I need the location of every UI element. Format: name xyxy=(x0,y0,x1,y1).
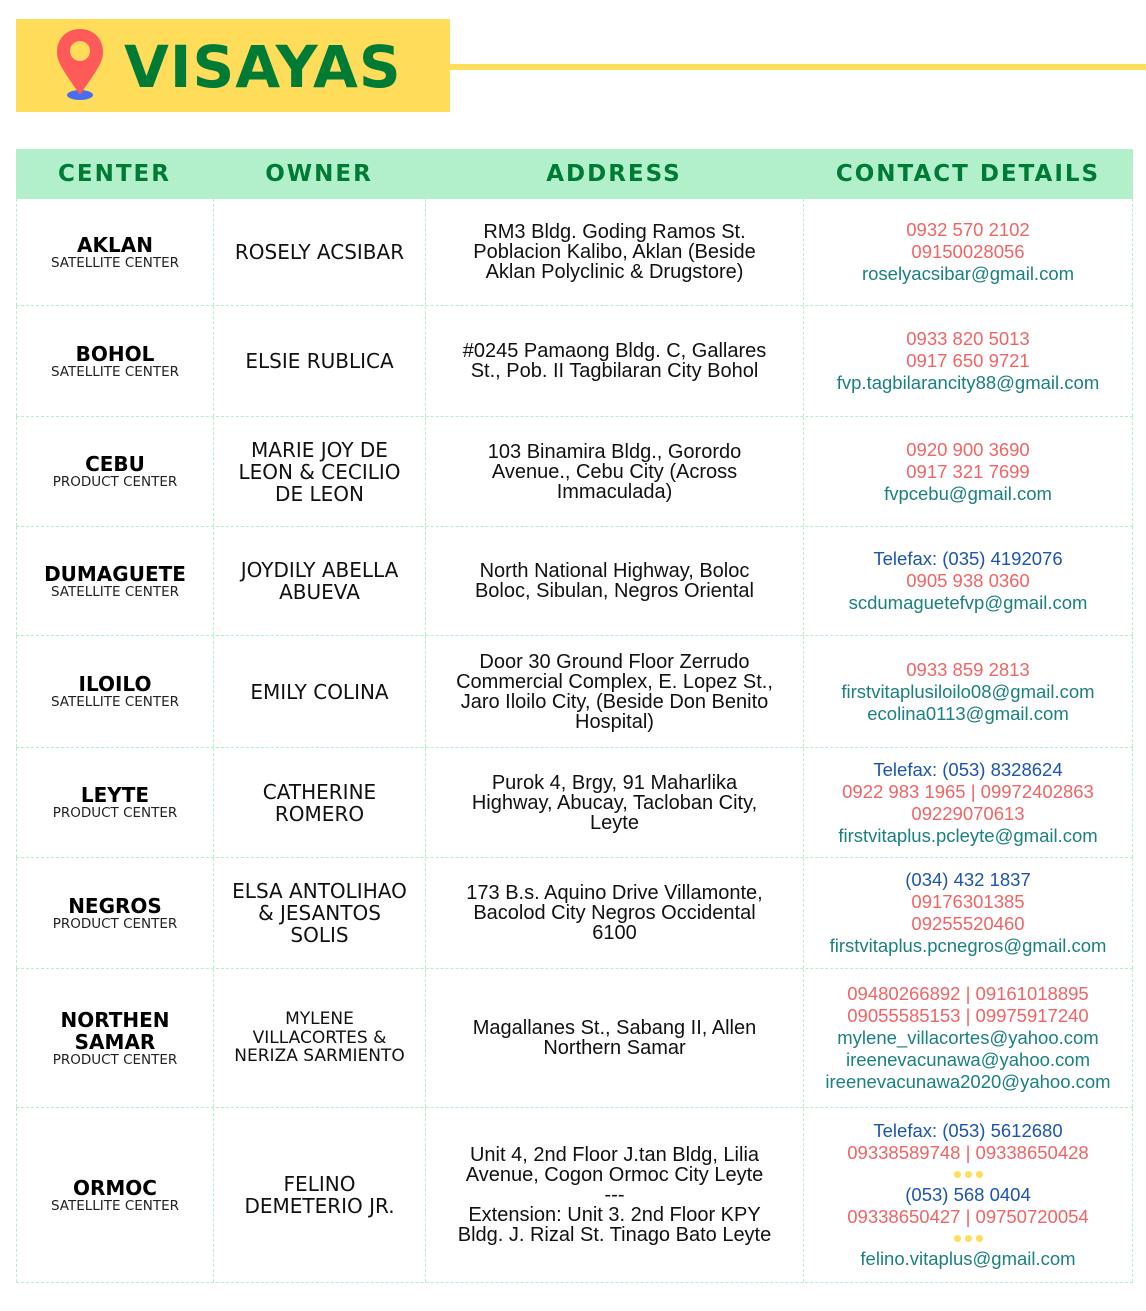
owner-name: EMILY COLINA xyxy=(250,679,389,704)
owner-name: FELINO DEMETERIO JR. xyxy=(244,1172,395,1218)
telefax-number: Telefax: (035) 4192076 xyxy=(873,548,1063,569)
email-link[interactable]: scdumaguetefvp@gmail.com xyxy=(848,592,1088,613)
phone-number: 0933 859 2813 xyxy=(906,658,1030,680)
phone-number: 0917 650 9721 xyxy=(906,350,1030,371)
address-cell xyxy=(425,527,803,635)
center-type: PRODUCT CENTER xyxy=(52,1051,178,1068)
email-link[interactable]: ecolina0113@gmail.com xyxy=(867,702,1069,724)
center-name: NORTHEN SAMAR xyxy=(60,1007,170,1054)
center-type: SATELLITE CENTER xyxy=(50,363,180,380)
address-cell xyxy=(425,306,803,416)
email-link[interactable]: felino.vitaplus@gmail.com xyxy=(860,1248,1076,1269)
email-link[interactable]: ireenevacunawa@yahoo.com xyxy=(845,1049,1090,1070)
owner-cell xyxy=(213,1108,425,1282)
center-cell xyxy=(16,417,213,526)
owner-cell xyxy=(213,636,425,747)
owner-cell xyxy=(213,199,425,305)
table-row xyxy=(16,969,1133,1108)
contact-cell xyxy=(803,1108,1133,1282)
centers-table xyxy=(16,149,1133,1283)
table-header xyxy=(16,149,1133,199)
email-link[interactable]: firstvitaplus.pcleyte@gmail.com xyxy=(838,824,1098,846)
address-cell xyxy=(425,199,803,305)
center-name: CEBU xyxy=(85,452,145,476)
address-cell xyxy=(425,858,803,968)
table-row xyxy=(16,527,1133,636)
table-row xyxy=(16,417,1133,527)
phone-number: 0920 900 3690 xyxy=(906,438,1030,460)
phone-number: 09480266892 | 09161018895 xyxy=(847,983,1089,1004)
contact-cell xyxy=(803,969,1133,1107)
phone-number: 09176301385 xyxy=(911,891,1025,912)
table-body xyxy=(16,199,1133,1283)
address-text: Magallanes St., Sabang II, Allen Northern Samar xyxy=(472,1017,757,1059)
contact-cell xyxy=(803,748,1133,857)
telefax-number: (034) 432 1837 xyxy=(905,869,1031,890)
address-text: 103 Binamira Bldg., Gorordo Avenue., Cebu City (Across Immaculada) xyxy=(487,440,742,503)
table-row xyxy=(16,306,1133,417)
contact-cell xyxy=(803,417,1133,526)
phone-number: 09255520460 xyxy=(911,913,1025,934)
table-row xyxy=(16,636,1133,748)
center-cell xyxy=(16,1108,213,1282)
phone-number: 0917 321 7699 xyxy=(906,460,1030,482)
owner-name: ROSELY ACSIBAR xyxy=(234,240,405,264)
owner-cell xyxy=(213,527,425,635)
email-link[interactable]: fvp.tagbilarancity88@gmail.com xyxy=(836,372,1100,393)
contact-cell xyxy=(803,858,1133,968)
email-link[interactable]: firstvitaplusiloilo08@gmail.com xyxy=(841,680,1095,702)
center-type: PRODUCT CENTER xyxy=(52,915,178,932)
owner-name: CATHERINE ROMERO xyxy=(262,779,377,826)
page-title: VISAYAS xyxy=(124,33,402,101)
phone-number: 0922 983 1965 | 09972402863 xyxy=(842,780,1094,802)
address-cell xyxy=(425,417,803,526)
center-cell xyxy=(16,969,213,1107)
owner-name: JOYDILY ABELLA ABUEVA xyxy=(240,558,399,604)
owner-cell xyxy=(213,306,425,416)
address-text: Extension: Unit 3. 2nd Floor KPY Bldg. J. Rizal St. Tinago Bato Leyte xyxy=(457,1204,772,1246)
owner-name: MYLENE VILLACORTES & NERIZA SARMIENTO xyxy=(234,1009,405,1067)
separator-dots xyxy=(954,1164,983,1184)
address-text: #0245 Pamaong Bldg. C, Gallares St., Pob. II Tagbilaran City Bohol xyxy=(462,340,767,382)
center-type: SATELLITE CENTER xyxy=(50,694,180,710)
address-text: --- xyxy=(604,1184,625,1206)
owner-name: ELSIE RUBLICA xyxy=(245,349,394,373)
center-type: SATELLITE CENTER xyxy=(50,1197,180,1214)
center-type: PRODUCT CENTER xyxy=(52,474,178,490)
phone-number: 0905 938 0360 xyxy=(906,570,1030,591)
email-link[interactable]: mylene_villacortes@yahoo.com xyxy=(837,1027,1099,1048)
table-row xyxy=(16,858,1133,969)
center-cell xyxy=(16,527,213,635)
email-link[interactable]: ireenevacunawa2020@yahoo.com xyxy=(825,1071,1111,1092)
owner-cell xyxy=(213,969,425,1107)
center-name: ORMOC xyxy=(73,1175,157,1200)
address-cell xyxy=(425,969,803,1107)
owner-cell xyxy=(213,417,425,526)
center-type: SATELLITE CENTER xyxy=(50,254,180,271)
center-name: NEGROS xyxy=(68,893,162,918)
center-name: LEYTE xyxy=(80,783,150,807)
address-text: Purok 4, Brgy, 91 Maharlika Highway, Abucay, Tacloban City, Leyte xyxy=(471,771,758,834)
address-cell xyxy=(425,748,803,857)
address-text: 173 B.s. Aquino Drive Villamonte, Bacolod City Negros Occidental 6100 xyxy=(466,882,763,944)
owner-name: MARIE JOY DE LEON & CECILIO DE LEON xyxy=(238,437,401,506)
phone-number: 09338589748 | 09338650428 xyxy=(847,1142,1089,1163)
center-name: BOHOL xyxy=(75,341,155,366)
column-header-address: ADDRESS xyxy=(546,161,682,187)
phone-number: 09229070613 xyxy=(911,802,1025,824)
owner-cell xyxy=(213,748,425,857)
address-cell xyxy=(425,636,803,747)
phone-number: 09338650427 | 09750720054 xyxy=(847,1206,1089,1227)
center-cell xyxy=(16,306,213,416)
center-cell xyxy=(16,199,213,305)
column-header-owner: OWNER xyxy=(265,161,373,187)
telefax-number: (053) 568 0404 xyxy=(905,1184,1031,1205)
phone-number: 09150028056 xyxy=(911,241,1025,262)
table-row xyxy=(16,199,1133,306)
contact-cell xyxy=(803,306,1133,416)
title-underline xyxy=(450,64,1146,70)
table-row xyxy=(16,748,1133,858)
column-header-center: CENTER xyxy=(58,161,171,187)
table-row xyxy=(16,1108,1133,1283)
address-text: Door 30 Ground Floor Zerrudo Commercial Complex, E. Lopez St., Jaro Iloilo City, (Beside Don Benito Hospital) xyxy=(456,650,773,733)
center-name: ILOILO xyxy=(78,672,152,696)
center-name: DUMAGUETE xyxy=(44,561,186,586)
column-header-contact: CONTACT DETAILS xyxy=(835,161,1101,187)
telefax-number: Telefax: (053) 5612680 xyxy=(873,1120,1063,1141)
center-cell xyxy=(16,636,213,747)
center-cell xyxy=(16,858,213,968)
address-text: Unit 4, 2nd Floor J.tan Bldg, Lilia Avenue, Cogon Ormoc City Leyte xyxy=(465,1144,764,1186)
address-text: RM3 Bldg. Goding Ramos St. Poblacion Kalibo, Aklan (Beside Aklan Polyclinic & Drugstore) xyxy=(473,221,756,283)
owner-name: ELSA ANTOLIHAO & JESANTOS SOLIS xyxy=(232,879,407,947)
phone-number: 0932 570 2102 xyxy=(906,219,1030,240)
email-link[interactable]: firstvitaplus.pcnegros@gmail.com xyxy=(829,935,1107,956)
separator-dots xyxy=(954,1228,983,1248)
email-link[interactable]: fvpcebu@gmail.com xyxy=(884,482,1052,504)
owner-cell xyxy=(213,858,425,968)
contact-cell xyxy=(803,527,1133,635)
address-text: North National Highway, Boloc Boloc, Sibulan, Negros Oriental xyxy=(474,560,755,602)
contact-cell xyxy=(803,636,1133,747)
email-link[interactable]: roselyacsibar@gmail.com xyxy=(861,263,1075,284)
center-type: SATELLITE CENTER xyxy=(50,583,180,600)
map-pin-icon xyxy=(54,27,106,103)
telefax-number: Telefax: (053) 8328624 xyxy=(873,758,1063,780)
contact-cell xyxy=(803,199,1133,305)
phone-number: 09055585153 | 09975917240 xyxy=(847,1005,1089,1026)
address-cell xyxy=(425,1108,803,1282)
center-cell xyxy=(16,748,213,857)
phone-number: 0933 820 5013 xyxy=(906,328,1030,349)
center-name: AKLAN xyxy=(77,232,153,257)
center-type: PRODUCT CENTER xyxy=(52,805,178,821)
